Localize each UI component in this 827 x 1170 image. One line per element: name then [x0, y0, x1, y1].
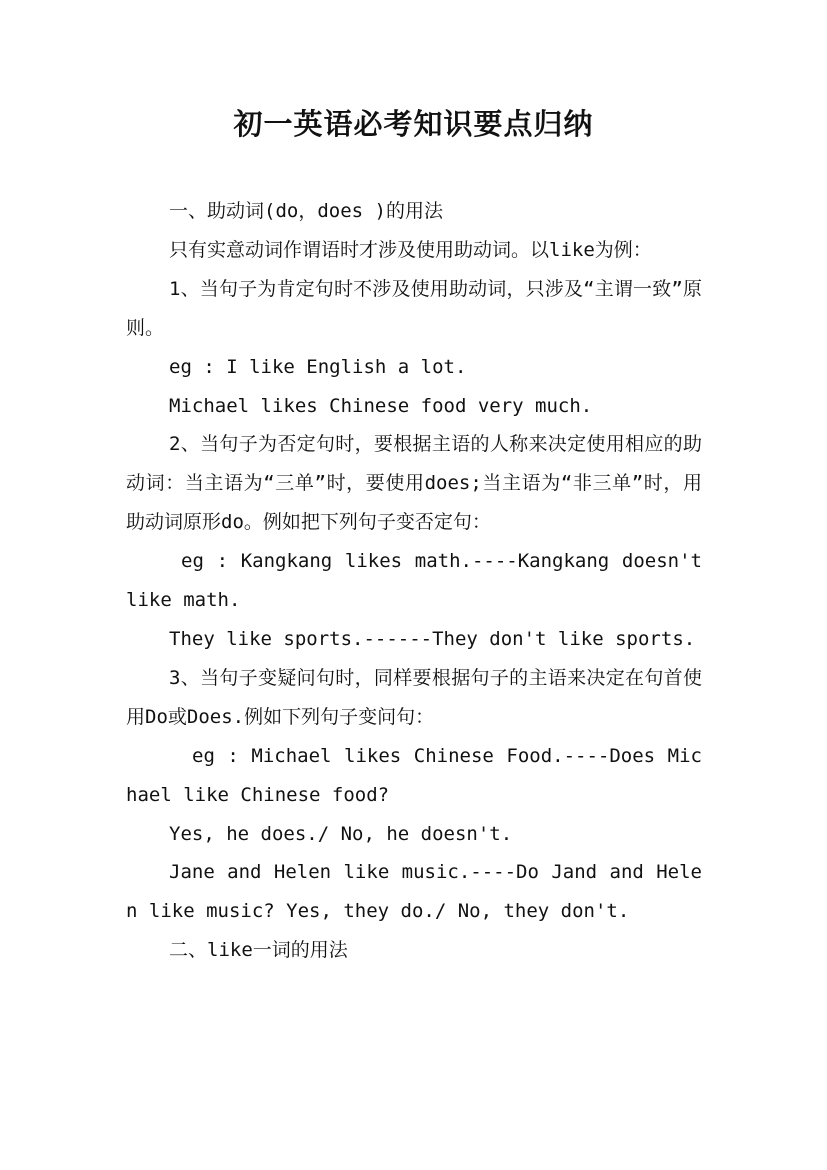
paragraph: 1、当句子为肯定句时不涉及使用助动词，只涉及“主谓一致”原则。 — [126, 277, 702, 339]
section-heading-auxiliary-verbs: 一、助动词(do，does )的用法 — [169, 200, 443, 222]
example-sentence: They like sports.------They don't like sports. — [169, 627, 696, 650]
example-sentence: Jane and Helen like music.----Do Jand and Helen like music? Yes, they do./ No, they don't. — [126, 861, 702, 923]
document-title: 初一英语必考知识要点归纳 — [233, 107, 594, 141]
example-sentence: eg : Kangkang likes math.----Kangkang doesn't like math. — [126, 550, 702, 612]
paragraph: 3、当句子变疑问句时，同样要根据句子的主语来决定在句首使用Do或Does.例如下列句子变问句： — [126, 666, 702, 728]
example-sentence: eg : I like English a lot. — [169, 355, 467, 378]
example-sentence: Yes, he does./ No, he doesn't. — [169, 822, 513, 845]
section-heading-like-usage: 二、like一词的用法 — [169, 939, 348, 962]
paragraph: 2、当句子为否定句时，要根据主语的人称来决定使用相应的助动词：当主语为“三单”时，要使用does;当主语为“非三单”时，用助动词原形do。例如把下列句子变否定句： — [126, 433, 702, 534]
document-body — [126, 192, 702, 970]
paragraph: 只有实意动词作谓语时才涉及使用助动词。以like为例： — [169, 238, 652, 261]
example-sentence: eg : Michael likes Chinese Food.----Does Michael like Chinese food? — [126, 744, 702, 806]
example-sentence: Michael likes Chinese food very much. — [169, 394, 593, 417]
